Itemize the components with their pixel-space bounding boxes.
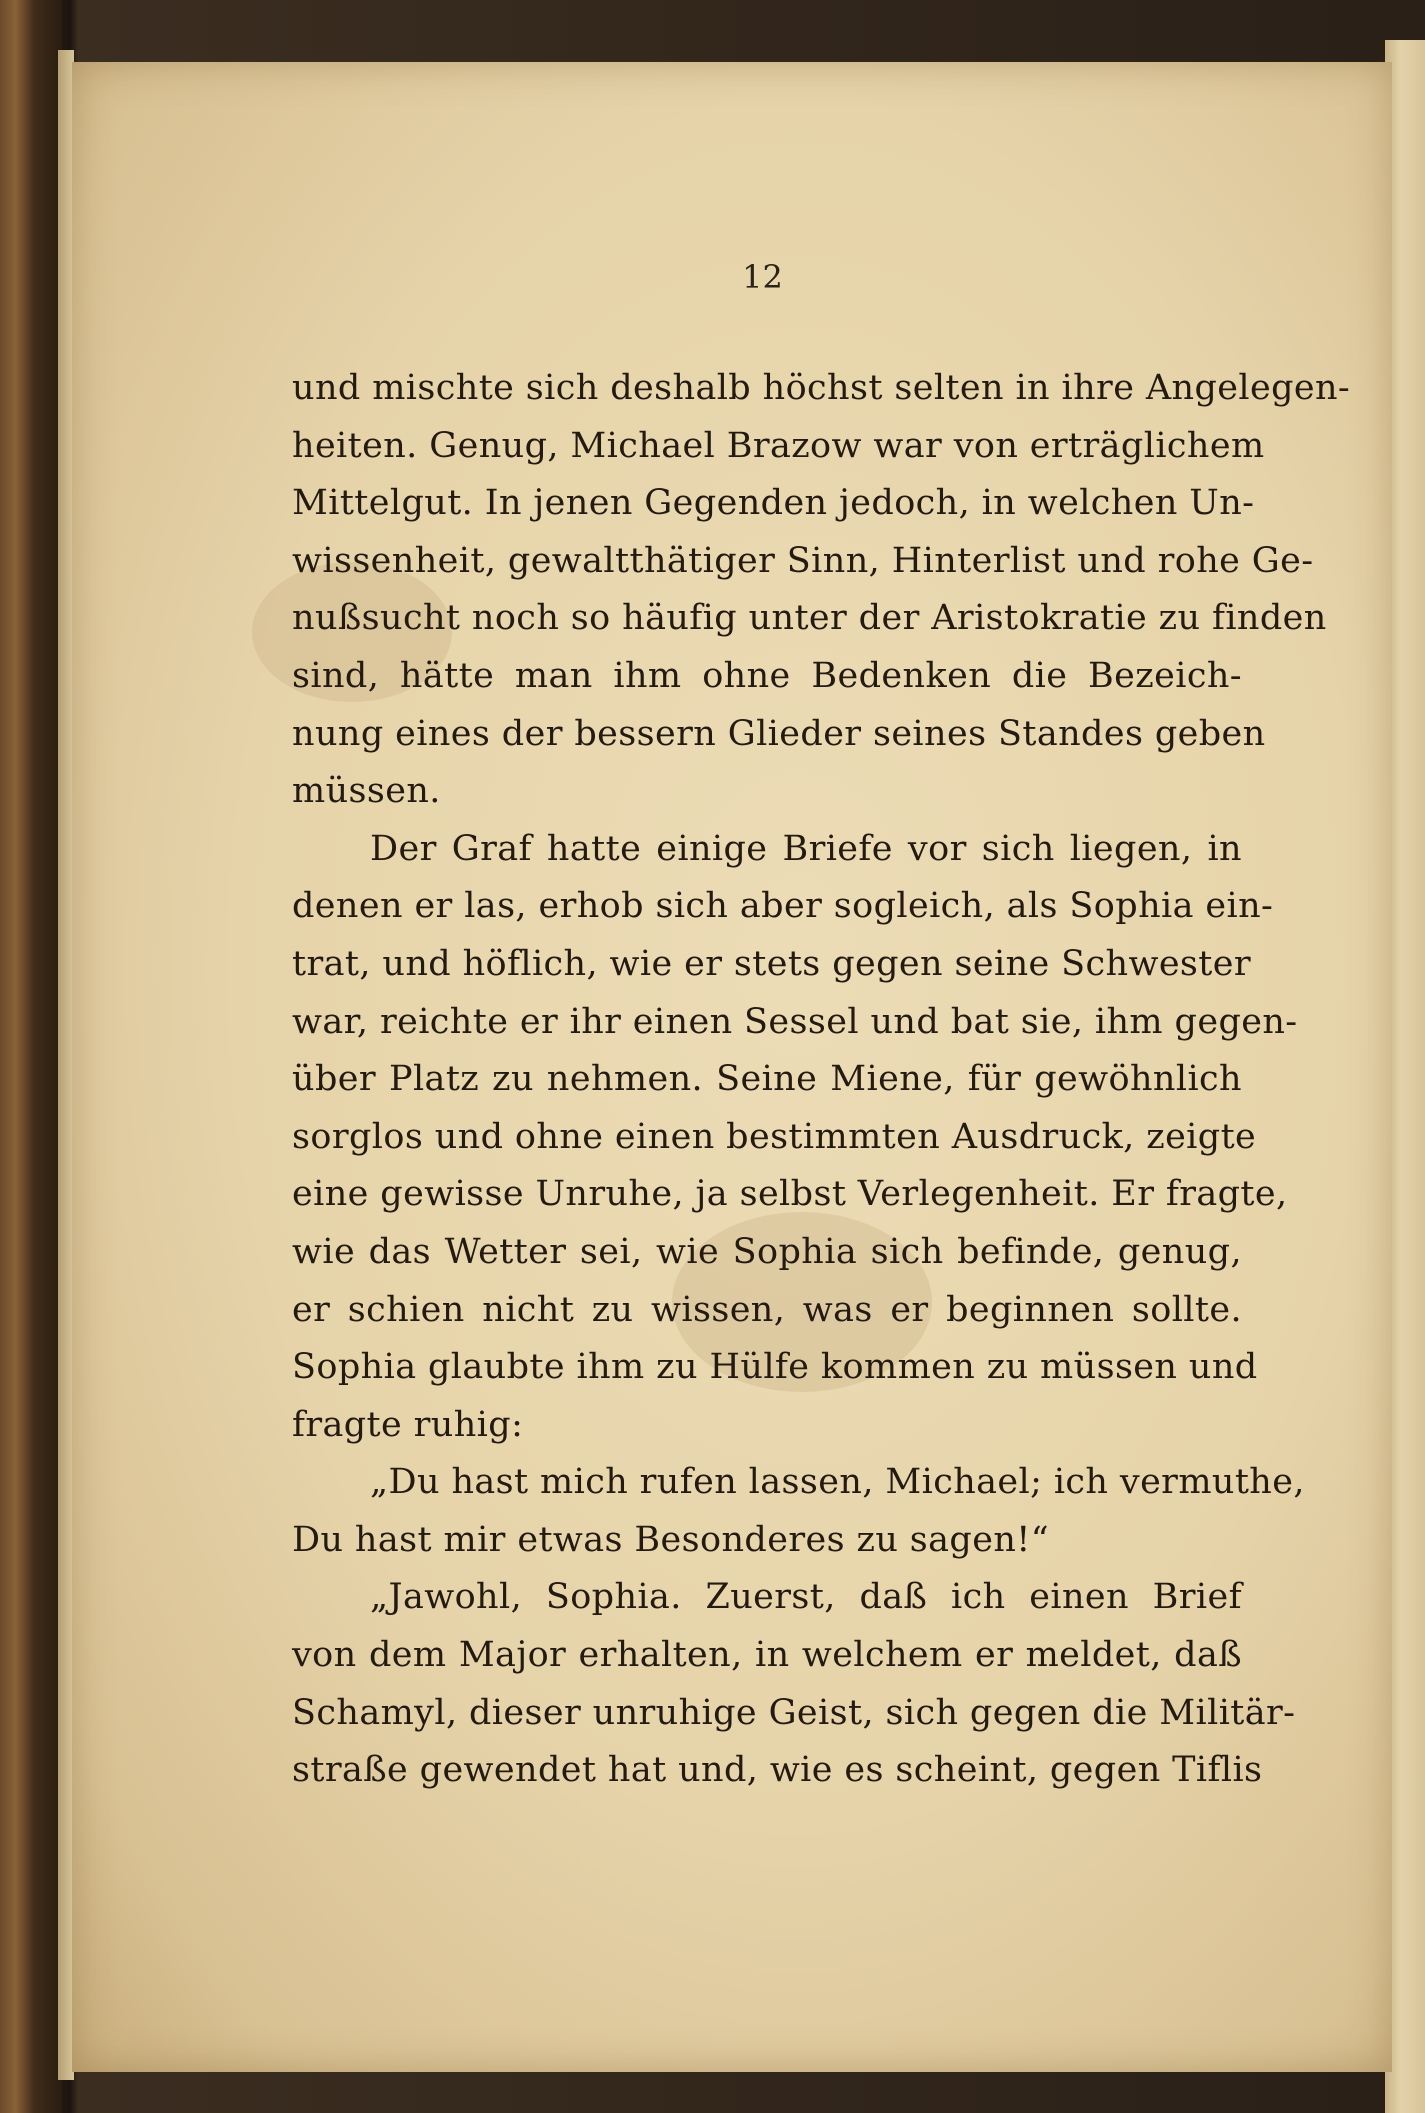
text-line: heiten. Genug, Michael Brazow war von erträglichem: [292, 425, 1265, 466]
text-line: straße gewendet hat und, wie es scheint, gegen Tiflis: [292, 1750, 1263, 1791]
text-line: Mittelgut. In jenen Gegenden jedoch, in welchen Un-: [292, 483, 1255, 524]
text-line: „Jawohl, Sophia. Zuerst, daß ich einen Brief: [370, 1577, 1242, 1618]
text-line: müssen.: [292, 771, 441, 812]
book-spine: [0, 0, 62, 2113]
text-line: fragte ruhig:: [292, 1404, 524, 1445]
text-line: denen er las, erhob sich aber sogleich, als Sophia ein-: [292, 886, 1274, 927]
text-line: war, reichte er ihr einen Sessel und bat sie, ihm gegen-: [292, 1001, 1298, 1042]
text-line: nußsucht noch so häufig unter der Aristokratie zu finden: [292, 598, 1327, 639]
text-line: Der Graf hatte einige Briefe vor sich liegen, in: [370, 828, 1242, 869]
text-line: von dem Major erhalten, in welchem er meldet, daß: [292, 1635, 1242, 1676]
text-line: wie das Wetter sei, wie Sophia sich befinde, genug,: [292, 1231, 1242, 1272]
page-number: 12: [742, 258, 783, 296]
text-line: sorglos und ohne einen bestimmten Ausdruck, zeigte: [292, 1116, 1257, 1157]
text-line: er schien nicht zu wissen, was er beginnen sollte.: [292, 1289, 1242, 1330]
text-line: wissenheit, gewaltthätiger Sinn, Hinterlist und rohe Ge-: [292, 540, 1314, 581]
text-line: Du hast mir etwas Besonderes zu sagen!“: [292, 1519, 1050, 1560]
text-line: über Platz zu nehmen. Seine Miene, für gewöhnlich: [292, 1059, 1242, 1100]
text-line: eine gewisse Unruhe, ja selbst Verlegenheit. Er fragte,: [292, 1174, 1288, 1215]
text-line: „Du hast mich rufen lassen, Michael; ich vermuthe,: [370, 1462, 1305, 1503]
text-line: sind, hätte man ihm ohne Bedenken die Bezeich-: [292, 655, 1242, 696]
text-line: Schamyl, dieser unruhige Geist, sich gegen die Militär-: [292, 1692, 1296, 1733]
text-line: trat, und höflich, wie er stets gegen seine Schwester: [292, 943, 1252, 984]
text-line: Sophia glaubte ihm zu Hülfe kommen zu müssen und: [292, 1347, 1258, 1388]
text-line: und mischte sich deshalb höchst selten in ihre Angelegen-: [292, 368, 1351, 408]
text-line: nung eines der bessern Glieder seines Standes geben: [292, 713, 1266, 754]
body-text: [292, 360, 1351, 1800]
